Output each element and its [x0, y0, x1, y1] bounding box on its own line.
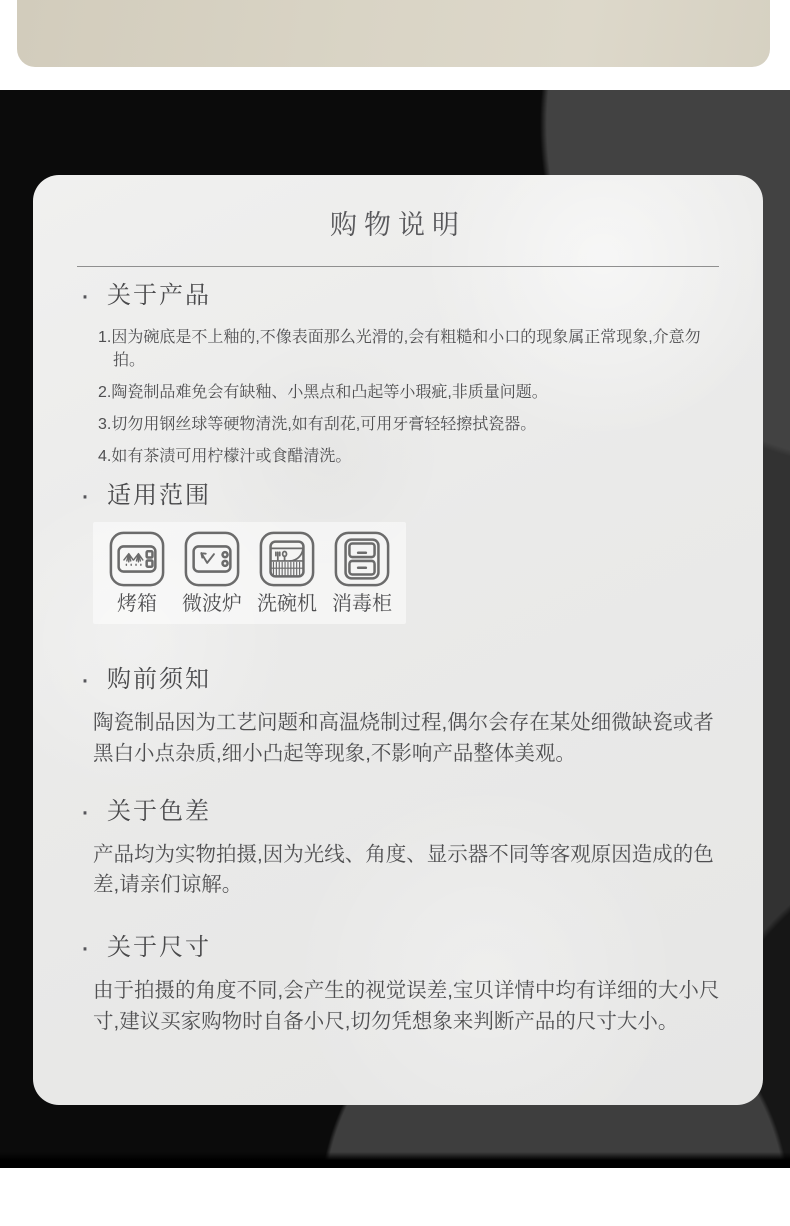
bullet-dot: ·	[80, 663, 92, 696]
section-heading-text: 关于色差	[107, 797, 211, 825]
section-color-difference-heading	[80, 796, 725, 828]
pre-purchase-text: 陶瓷制品因为工艺问题和高温烧制过程,偶尔会存在某处细微缺瓷或者黑白小点杂质,细小凸起等现象,不影响产品整体美观。	[93, 711, 714, 765]
appliance-label: 消毒柜	[332, 593, 392, 615]
shopping-notes-section	[0, 90, 790, 1168]
size-text: 由于拍摄的角度不同,会产生的视觉误差,宝贝详情中均有详细的大小尺寸,建议买家购物时自备小尺,切勿凭想象来判断产品的尺寸大小。	[93, 979, 720, 1033]
bullet-dot: ·	[80, 479, 92, 512]
appliance-label: 烤箱	[117, 593, 157, 615]
card-content	[33, 280, 763, 1038]
list-item: 3.切勿用钢丝球等硬物清洗,如有刮花,可用牙膏轻轻擦拭瓷器。	[98, 416, 537, 433]
about-product-list	[98, 324, 725, 466]
sterilizer-cabinet-icon	[333, 530, 391, 588]
color-difference-text: 产品均为实物拍摄,因为光线、角度、显示器不同等客观原因造成的色差,请亲们谅解。	[93, 842, 714, 897]
appliance-panel	[93, 522, 406, 624]
section-applicable-range-heading	[80, 480, 725, 512]
list-item: 4.如有茶渍可用柠檬汁或食醋清洗。	[98, 448, 352, 465]
previous-product-photo-edge	[17, 0, 770, 67]
bullet-dot: ·	[80, 794, 92, 828]
microwave-icon	[183, 530, 241, 588]
list-item: 1.因为碗底是不上釉的,不像表面那么光滑的,会有粗糙和小口的现象属正常现象,介意勿拍。	[98, 329, 701, 369]
card-title: 购物说明	[330, 210, 466, 240]
appliance-label: 洗碗机	[257, 593, 317, 615]
title-divider	[77, 266, 719, 267]
section-about-product-heading	[80, 280, 725, 312]
appliance-label: 微波炉	[182, 593, 242, 615]
appliance-dishwasher	[254, 530, 320, 617]
section-heading-text: 购前须知	[107, 666, 211, 693]
bullet-dot: ·	[80, 279, 92, 312]
section-heading-text: 关于产品	[107, 282, 211, 309]
section-size-heading	[80, 932, 725, 964]
section-pre-purchase-heading	[80, 664, 725, 696]
shopping-notes-card	[33, 175, 763, 1105]
list-item: 2.陶瓷制品难免会有缺釉、小黑点和凸起等小瑕疵,非质量问题。	[98, 384, 548, 401]
appliance-microwave	[179, 530, 245, 617]
appliance-sterilizer	[329, 530, 395, 617]
section-heading-text: 关于尺寸	[107, 934, 211, 961]
oven-icon	[108, 530, 166, 588]
appliance-oven	[104, 530, 170, 617]
dishwasher-icon	[258, 530, 316, 588]
section-heading-text: 适用范围	[107, 482, 211, 509]
bullet-dot: ·	[80, 931, 92, 964]
